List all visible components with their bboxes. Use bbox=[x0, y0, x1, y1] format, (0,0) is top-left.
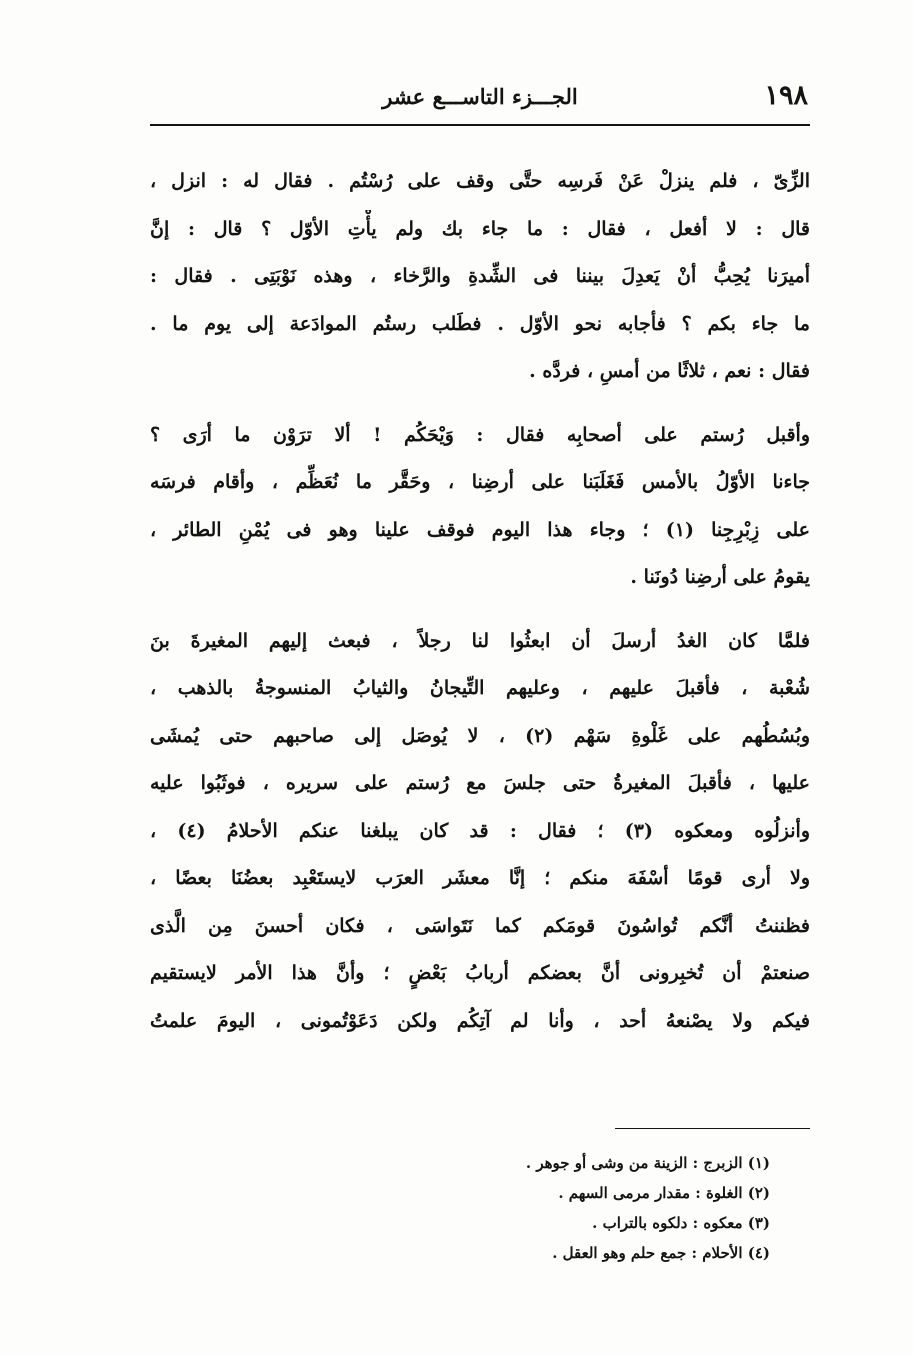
running-title: الجـــزء التاســـع عشر bbox=[382, 84, 578, 109]
page-header bbox=[150, 80, 810, 120]
paragraph-gap bbox=[150, 606, 810, 622]
footnote: (٤) الأحلام : جمع حلم وهو العقل . bbox=[552, 1244, 770, 1262]
footnote: (٣) معكوه : دلكوه بالتراب . bbox=[592, 1214, 770, 1232]
body-text bbox=[150, 162, 810, 1049]
text-line: ولا أرى قومًا أسْفَهَ منكم ؛ إنَّا معشَر العرَب لايستَعْبِد بعضُنَا بعضًا ، bbox=[150, 867, 810, 889]
footnote-rule bbox=[615, 1128, 810, 1129]
text-line: يقومُ على أرضِنا دُونَنا . bbox=[630, 566, 810, 588]
text-line: عليها ، فأقبلَ المغيرةُ حتى جلسَ مع رُستم على سريره ، فوثَبُوا عليه bbox=[150, 772, 810, 794]
paragraph bbox=[150, 416, 810, 606]
paragraph bbox=[150, 162, 810, 400]
text-line: قال : لا أفعل ، فقال : ما جاء بك ولم يأْتِ الأوّل ؟ قال : إنَّ bbox=[150, 217, 810, 240]
header-rule bbox=[150, 124, 810, 126]
text-line: وأنزلُوه ومعكوه (٣) ؛ فقال : قد كان يبلغنا عنكم الأحلامُ (٤) ، bbox=[150, 819, 810, 842]
text-line: فظننتُ أنَّكم تُواسُونَ قومَكم كما نَتَواسَى ، فكان أحسنَ مِن الَّذى bbox=[150, 914, 810, 937]
text-line: الزِّىّ ، فلم ينزلْ عَنْ فَرسِه حتَّى وقف على رُسْتُم . فقال له : انزل ، bbox=[150, 170, 810, 192]
text-line: جاءنا الأوّلُ بالأمس فَغَلَبَنا على أرضِنا ، وحَقَّر ما نُعَظِّم ، وأقام فرسَه bbox=[150, 471, 810, 493]
text-line: على زِبْرِجِنا (١) ؛ وجاء هذا اليوم فوقف علينا وهو فى يُمْنِ الطائر ، bbox=[150, 518, 810, 541]
text-line: فقال : نعم ، ثلاثًا من أمسِ ، فردَّه . bbox=[529, 360, 810, 382]
page-number: ١٩٨ bbox=[764, 80, 808, 111]
text-line: أميرَنا يُحِبُّ أنْ يَعدِلَ بيننا فى الشِّدةِ والرَّخاء ، وهذه نَوْبَتِى . فقال : bbox=[150, 265, 810, 287]
paragraph-gap bbox=[150, 400, 810, 416]
text-line: ما جاء بكم ؟ فأجابه نحو الأوّل . فطَلب رستُم الموادَعة إلى يوم ما . bbox=[150, 312, 810, 335]
footnotes bbox=[330, 1148, 770, 1268]
footnote: (١) الزبرج : الزينة من وشى أو جوهر . bbox=[525, 1154, 770, 1172]
text-line: صنعتمْ أن تُخبِرونى أنَّ بعضكم أربابُ بَعْضٍ ؛ وأنَّ هذا الأمر لايستقيم bbox=[150, 962, 810, 984]
text-line: فيكم ولا يصْنعهُ أحد ، وأنا لم آتِكُم ولكن دَعَوْتُمونى ، اليومَ علمتُ bbox=[150, 1009, 810, 1032]
text-line: وأقبل رُستم على أصحابِه فقال : وَيْحَكُم ! ألا ترَوْن ما أرَى ؟ bbox=[150, 423, 810, 446]
text-line: وبُسُطُهم على غَلْوةِ سَهْم (٢) ، لا يُوصَل إلى صاحبهم حتى يُمشَى bbox=[150, 724, 810, 747]
text-line: شُعْبة ، فأقبلَ عليهم ، وعليهم التِّيجانُ والثيابُ المنسوجةُ بالذهب ، bbox=[150, 677, 810, 699]
footnote: (٢) الغلوة : مقدار مرمى السهم . bbox=[558, 1184, 770, 1202]
text-line: فلمَّا كان الغدُ أرسلَ أن ابعثُوا لنا رجلاً ، فبعث إليهم المغيرةَ بنَ bbox=[150, 629, 810, 652]
paragraph bbox=[150, 622, 810, 1050]
